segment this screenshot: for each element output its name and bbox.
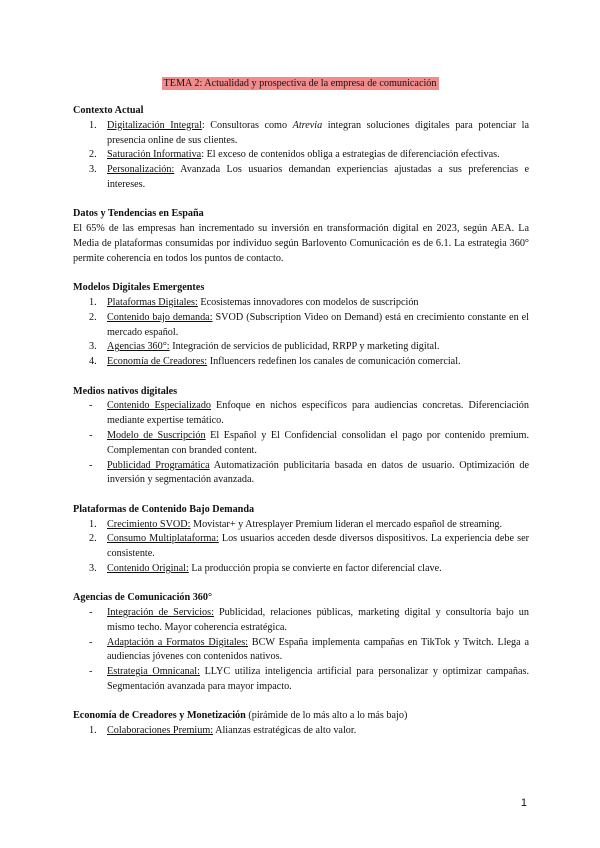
list-item-text: Avanzada Los usuarios demandan experiencias ajustadas a sus preferencias e intereses. (107, 164, 529, 190)
list-item-term: Digitalización Integral (107, 119, 202, 131)
list-item-text: LLYC utiliza inteligencia artificial para personalizar y optimizar campañas. Segmentación avanzada para mayor impacto. (107, 666, 529, 693)
list-item-term: Personalización: (107, 164, 175, 176)
list-marker: 1. (89, 119, 97, 131)
list-item-term: Contenido bajo demanda: (107, 311, 213, 323)
list-item-text: integran soluciones digitales para potenciar la presencia online de sus clientes. (107, 119, 530, 146)
page-title: TEMA 2: Actualidad y prospectiva de la empresa de comunicación (163, 78, 437, 89)
section-heading: Modelos Digitales Emergentes (73, 282, 205, 294)
list-item-text: Alianzas estratégicas de alto valor. (213, 725, 357, 737)
list-item-term: Colaboraciones Premium: (107, 725, 214, 737)
list-item-text: BCW España implementa campañas en TikTok y Twitch. Llega a audiencias jóvenes con contenidos nativos. (107, 636, 529, 663)
section-agencias-360 (73, 591, 529, 695)
list-item (73, 399, 529, 429)
list-item-text: Publicidad, relaciones públicas, marketing digital y consultoría bajo un mismo techo. Mayor coherencia estratégica. (107, 607, 529, 633)
list-item (73, 518, 529, 533)
title-wrap (0, 73, 600, 91)
list-item-text: : Consultoras como (201, 119, 293, 131)
list-item-text: La producción propia se convierte en factor diferencial clave. (188, 562, 442, 574)
list-item (73, 532, 529, 562)
list-item-term: Contenido Original: (107, 562, 189, 574)
bullet-list (73, 606, 529, 695)
list-marker: - (89, 459, 93, 471)
page-number: 1 (520, 797, 527, 809)
section-heading: Plataformas de Contenido Bajo Demanda (73, 503, 255, 515)
list-item-term: Agencias 360°: (107, 341, 170, 353)
list-item (73, 665, 529, 695)
list-item (73, 562, 529, 577)
bullet-list (73, 399, 529, 488)
list-marker: 1. (89, 296, 97, 308)
list-marker: 1. (89, 518, 97, 530)
section-heading: Datos y Tendencias en España (73, 208, 204, 220)
list-marker: - (89, 429, 93, 441)
section-medios-nativos (73, 385, 529, 489)
list-item (73, 636, 529, 666)
list-marker: 4. (89, 356, 97, 368)
list-item-text: Influencers redefinen los canales de comunicación comercial. (207, 356, 461, 368)
list-item-text: Automatización publicitaria basada en datos de usuario. Optimización de inversión y segmentación avanzada. (107, 459, 529, 486)
list-item (73, 296, 529, 311)
list-item (73, 355, 529, 370)
section-heading: Economía de Creadores y Monetización (73, 710, 246, 722)
list-item-text: : El exceso de contenidos obliga a estrategias de diferenciación efectivas. (201, 149, 500, 161)
list-item-term: Publicidad Programática (107, 459, 210, 471)
section-datos-tendencias (73, 207, 529, 266)
list-item (73, 148, 529, 163)
list-item-text: Los usuarios acceden desde diversos dispositivos. La experiencia debe ser consistente. (107, 533, 529, 560)
list-item (73, 340, 529, 355)
section-heading: Contexto Actual (73, 105, 144, 116)
list-marker: 2. (89, 149, 97, 161)
list-item-term: Plataformas Digitales: (107, 296, 198, 308)
list-item (73, 311, 529, 341)
list-marker: - (89, 607, 93, 619)
list-item-emphasis: Atrevia (292, 119, 323, 131)
section-contexto-actual (73, 104, 529, 193)
numbered-list (73, 296, 529, 370)
list-marker: 3. (89, 341, 97, 353)
list-item (73, 459, 529, 489)
list-item-term: Consumo Multiplataforma: (107, 533, 219, 545)
document-body (73, 104, 529, 754)
list-marker: - (89, 636, 93, 648)
list-item-term: Saturación Informativa (107, 149, 202, 161)
list-item-text: SVOD (Subscription Video on Demand) está en crecimiento constante en el mercado español. (107, 311, 529, 338)
numbered-list (73, 119, 529, 193)
list-marker: 2. (89, 311, 97, 323)
section-heading-note: (pirámide de lo más alto a lo más bajo) (245, 710, 408, 722)
list-item (73, 724, 529, 739)
numbered-list (73, 518, 529, 577)
list-item-term: Estrategia Omnicanal: (107, 666, 200, 678)
section-heading: Agencias de Comunicación 360° (73, 592, 213, 604)
list-marker: 1. (89, 725, 97, 737)
list-item-text: El Español y El Confidencial consolidan el pago por contenido premium. Complementan con branded content. (107, 429, 529, 456)
list-marker: 3. (89, 164, 97, 176)
list-item-text: Enfoque en nichos específicos para audiencias concretas. Diferenciación mediante expertise temático. (107, 400, 529, 427)
list-item-text: Movistar+ y Atresplayer Premium lideran el mercado español de streaming. (190, 518, 503, 530)
section-heading-line (73, 709, 529, 724)
list-item-text: Ecosistemas innovadores con modelos de suscripción (197, 296, 419, 308)
list-item-term: Contenido Especializado (107, 400, 212, 412)
section-plataformas-svod (73, 503, 529, 577)
section-paragraph: El 65% de las empresas han incrementado su inversión en transformación digital en 2023, según AEA. La Media de plataformas consumidas por individuo según Barlovento Comunicación es de 6.1. La estrategia 360° permite coherencia en todos los puntos de contacto. (73, 223, 529, 264)
list-item-text: Integración de servicios de publicidad, RRPP y marketing digital. (169, 341, 440, 353)
list-item (73, 163, 529, 193)
section-modelos-digitales (73, 281, 529, 370)
list-item (73, 429, 529, 459)
list-item-term: Integración de Servicios: (107, 607, 214, 619)
section-economia-creadores (73, 709, 529, 739)
section-heading: Medios nativos digitales (73, 385, 178, 397)
list-item (73, 119, 529, 149)
list-item (73, 606, 529, 636)
list-marker: - (89, 400, 93, 412)
list-item-term: Adaptación a Formatos Digitales: (107, 636, 248, 648)
list-marker: - (89, 666, 93, 678)
list-marker: 3. (89, 562, 97, 574)
list-item-term: Economía de Creadores: (107, 356, 208, 368)
numbered-list (73, 724, 529, 739)
list-item-term: Crecimiento SVOD: (107, 518, 191, 530)
list-item-term: Modelo de Suscripción (107, 429, 206, 441)
list-marker: 2. (89, 533, 97, 545)
